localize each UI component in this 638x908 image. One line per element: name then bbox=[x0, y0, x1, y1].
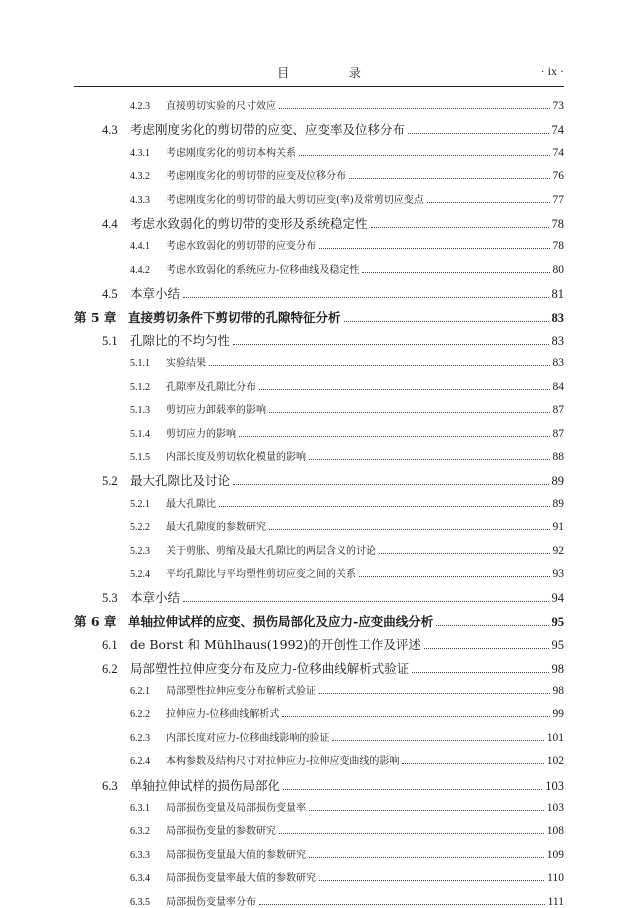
toc-entry-number: 5.1.4 bbox=[130, 428, 150, 440]
toc-entry-title: 拉伸应力-位移曲线解析式 bbox=[166, 709, 280, 721]
toc-entry-page: 74 bbox=[552, 146, 564, 159]
toc-entry-number: 4.3.3 bbox=[130, 194, 150, 206]
toc-entry-number: 4.4.2 bbox=[130, 264, 150, 276]
toc-entry-number: 6.3 bbox=[102, 778, 118, 793]
toc-entry-page: 78 bbox=[551, 217, 564, 231]
dot-leader bbox=[219, 505, 550, 507]
toc-entry-number: 5.2.4 bbox=[130, 569, 150, 580]
toc-entry-number: 4.3.1 bbox=[130, 147, 150, 159]
toc-entry-level-3[interactable] bbox=[130, 565, 564, 580]
toc-entry-level-3[interactable] bbox=[130, 542, 564, 557]
toc-entry-page: 80 bbox=[552, 263, 564, 276]
toc-entry-title: 剪切应力的影响 bbox=[166, 428, 236, 440]
toc-entry-level-2[interactable] bbox=[102, 635, 564, 653]
toc-entry-page: 78 bbox=[552, 240, 564, 253]
toc-entry-number: 5.1 bbox=[102, 334, 118, 348]
dot-leader bbox=[424, 647, 549, 649]
toc-entry-title: 考虑水致弱化的系统应力-位移曲线及稳定性 bbox=[166, 264, 360, 276]
dot-leader bbox=[239, 435, 550, 437]
toc-entry-number: 5.2.1 bbox=[130, 498, 150, 510]
toc-entry-title: 最大孔隙比 bbox=[166, 498, 216, 510]
dot-leader bbox=[259, 903, 545, 905]
toc-entry-title: 孔隙率及孔隙比分布 bbox=[166, 381, 256, 393]
toc-entry-title: 平均孔隙比与平均塑性剪切应变之间的关系 bbox=[166, 569, 356, 580]
toc-entry-number: 4.3 bbox=[102, 123, 118, 138]
dot-leader bbox=[379, 552, 550, 554]
dot-leader bbox=[319, 692, 550, 694]
toc-entry-page: 101 bbox=[546, 731, 564, 744]
toc-entry-level-2[interactable] bbox=[102, 588, 564, 606]
toc-entry-title: 考虑刚度劣化的剪切本构关系 bbox=[166, 147, 296, 159]
toc-entry-level-3[interactable] bbox=[130, 518, 564, 533]
toc-entry-number: 6.1 bbox=[102, 638, 118, 653]
dot-leader bbox=[344, 320, 549, 322]
toc-entry-number: 4.3.2 bbox=[130, 171, 150, 183]
toc-entry-level-2[interactable] bbox=[102, 776, 564, 794]
dot-leader bbox=[408, 132, 548, 134]
toc-entry-page: 103 bbox=[545, 778, 564, 793]
toc-entry-level-3[interactable] bbox=[130, 846, 564, 861]
toc-entry-title: 单轴拉伸试样的损伤局部化 bbox=[130, 777, 281, 793]
toc-entry-page: 92 bbox=[552, 544, 564, 557]
dot-leader bbox=[402, 762, 543, 764]
toc-entry-title: 内部长度对应力-位移曲线影响的验证 bbox=[166, 732, 330, 744]
toc-entry-level-2[interactable] bbox=[102, 471, 564, 489]
toc-entry-page: 98 bbox=[552, 685, 564, 697]
toc-entry-level-2[interactable] bbox=[102, 120, 564, 138]
toc-entry-level-3[interactable] bbox=[130, 167, 564, 182]
toc-entry-level-3[interactable] bbox=[130, 401, 564, 416]
toc-entry-title: 局部损伤变量最大值的参数研究 bbox=[166, 849, 306, 861]
toc-entry-title: 局部损伤变量率最大值的参数研究 bbox=[166, 873, 316, 885]
toc-entry-title: 考虑刚度劣化的剪切带的应变及位移分布 bbox=[166, 171, 346, 183]
toc-entry-title: 局部塑性拉伸应变分布解析式验证 bbox=[166, 686, 316, 697]
toc-entry-title: 最大孔隙比及讨论 bbox=[130, 473, 231, 489]
toc-entry-level-3[interactable] bbox=[130, 354, 564, 369]
toc-entry-level-3[interactable] bbox=[130, 97, 564, 112]
toc-entry-number: 5.2 bbox=[102, 474, 118, 489]
toc-entry-level-3[interactable] bbox=[130, 752, 564, 767]
toc-entry-page: 76 bbox=[552, 170, 564, 183]
toc-entry-page: 111 bbox=[547, 895, 564, 908]
toc-entry-level-2[interactable] bbox=[102, 214, 564, 232]
toc-entry-page: 95 bbox=[551, 614, 564, 629]
toc-entry-number: 4.2.3 bbox=[130, 101, 150, 112]
toc-entry-number: 5.2.2 bbox=[130, 522, 150, 534]
toc-entry-title: 考虑水致弱化的剪切带的应变分布 bbox=[166, 241, 316, 253]
dot-leader bbox=[371, 226, 549, 228]
toc-entry-title: 局部塑性拉伸应变分布及应力-位移曲线解析式验证 bbox=[130, 660, 410, 676]
toc-entry-title: 直接剪切实验的尺寸效应 bbox=[166, 101, 276, 112]
dot-leader bbox=[319, 247, 550, 249]
dot-leader bbox=[309, 458, 550, 460]
running-title: 目 录 bbox=[277, 66, 389, 80]
toc-entry-number: 第 6 章 bbox=[74, 613, 117, 629]
toc-entry-page: 74 bbox=[551, 123, 564, 138]
toc-entry-level-3[interactable] bbox=[130, 378, 564, 393]
dot-leader bbox=[269, 528, 550, 530]
toc-entry-number: 5.3 bbox=[102, 591, 118, 606]
toc-entry-page: 77 bbox=[552, 193, 564, 206]
toc-entry-level-3[interactable] bbox=[130, 729, 564, 744]
toc-entry-number: 6.2 bbox=[102, 661, 118, 676]
dot-leader bbox=[283, 788, 542, 790]
toc-entry-level-2[interactable] bbox=[102, 284, 564, 302]
toc-entry-number: 5.2.3 bbox=[130, 545, 150, 557]
toc-entry-number: 5.1.3 bbox=[130, 405, 150, 417]
toc-entry-title: 直接剪切条件下剪切带的孔隙特征分析 bbox=[128, 309, 341, 325]
dot-leader bbox=[183, 296, 548, 298]
toc-entry-title: 局部损伤变量的参数研究 bbox=[166, 826, 276, 838]
toc-entry-number: 6.3.2 bbox=[130, 826, 150, 838]
toc-entry-page: 93 bbox=[552, 568, 564, 580]
toc-entry-level-3[interactable] bbox=[130, 448, 564, 463]
toc-entry-level-2[interactable] bbox=[102, 659, 564, 677]
toc-entry-title: 关于剪胀、剪缩及最大孔隙比的两层含义的讨论 bbox=[166, 545, 376, 557]
dot-leader bbox=[412, 671, 548, 673]
toc-entry-number: 5.1.2 bbox=[130, 381, 150, 393]
toc-entry-page: 94 bbox=[551, 591, 564, 606]
page-number: · ix · bbox=[540, 64, 564, 78]
dot-leader bbox=[282, 715, 549, 717]
dot-leader bbox=[319, 879, 544, 881]
toc-entry-number: 6.2.2 bbox=[130, 709, 150, 721]
toc-entry-number: 6.3.1 bbox=[130, 803, 150, 814]
toc-entry-page: 103 bbox=[546, 802, 564, 814]
dot-leader bbox=[183, 600, 548, 602]
toc-entry-level-3[interactable] bbox=[130, 495, 564, 510]
dot-leader bbox=[309, 809, 544, 811]
dot-leader bbox=[279, 832, 544, 834]
toc-entry-level-3[interactable] bbox=[130, 144, 564, 159]
dot-leader bbox=[427, 201, 550, 203]
toc-entry-page: 87 bbox=[552, 427, 564, 440]
toc-entry-title: 局部损伤变量率分布 bbox=[166, 896, 256, 908]
toc-entry-number: 4.5 bbox=[102, 287, 118, 302]
toc-entry-level-3[interactable] bbox=[130, 682, 564, 697]
toc-entry-title: 剪切应力卸载率的影响 bbox=[166, 405, 266, 417]
toc-entry-title: 局部损伤变量及局部损伤变量率 bbox=[166, 803, 306, 814]
toc-entry-page: 73 bbox=[552, 100, 564, 112]
page-header bbox=[74, 58, 564, 87]
toc-entry-page: 91 bbox=[552, 521, 564, 534]
toc-entry-title: 最大孔隙度的参数研究 bbox=[166, 522, 266, 534]
toc-entry-level-1[interactable] bbox=[74, 612, 564, 630]
toc-entry-title: 单轴拉伸试样的应变、损伤局部化及应力-应变曲线分析 bbox=[128, 613, 434, 629]
toc-entry-title: 本章小结 bbox=[130, 590, 181, 606]
toc-entry-number: 6.3.3 bbox=[130, 849, 150, 861]
toc-entry-page: 83 bbox=[552, 357, 564, 370]
toc-entry-page: 98 bbox=[551, 661, 564, 676]
dot-leader bbox=[209, 364, 550, 366]
toc-entry-page: 108 bbox=[546, 825, 564, 838]
toc-entry-number: 5.1.5 bbox=[130, 452, 150, 463]
dot-leader bbox=[436, 624, 548, 626]
dot-leader bbox=[309, 856, 544, 858]
toc-entry-page: 83 bbox=[551, 310, 564, 325]
toc-entry-number: 4.4 bbox=[102, 217, 118, 231]
dot-leader bbox=[269, 411, 550, 413]
toc-entry-title: 孔隙比的不均匀性 bbox=[130, 333, 231, 348]
toc-entry-level-3[interactable] bbox=[130, 799, 564, 814]
toc-entry-title: de Borst 和 Mühlhaus(1992)的开创性工作及评述 bbox=[130, 637, 421, 653]
toc-entry-page: 109 bbox=[546, 848, 564, 861]
toc-entry-number: 6.3.4 bbox=[130, 873, 150, 885]
toc-entry-number: 5.1.1 bbox=[130, 358, 150, 370]
toc-entry-level-2[interactable] bbox=[102, 331, 564, 349]
dot-leader bbox=[332, 739, 543, 741]
toc-entry-page: 87 bbox=[552, 404, 564, 417]
toc-entry-title: 本章小结 bbox=[130, 286, 181, 302]
dot-leader bbox=[349, 177, 550, 179]
toc-entry-title: 本构参数及结构尺寸对拉伸应力-拉伸应变曲线的影响 bbox=[166, 756, 400, 768]
toc-entry-level-3[interactable] bbox=[130, 237, 564, 252]
toc-entry-number: 4.4.1 bbox=[130, 241, 150, 253]
toc-entry-page: 81 bbox=[551, 287, 564, 302]
dot-leader bbox=[233, 483, 548, 485]
toc-entry-page: 89 bbox=[551, 474, 564, 489]
toc-entry-level-1[interactable] bbox=[74, 308, 564, 326]
toc-entry-number: 6.2.3 bbox=[130, 732, 150, 744]
toc-entry-level-3[interactable] bbox=[130, 893, 564, 908]
toc-entry-number: 6.2.1 bbox=[130, 686, 150, 697]
toc-entry-page: 88 bbox=[552, 451, 564, 463]
toc-entry-title: 内部长度及剪切软化模量的影响 bbox=[166, 452, 306, 463]
dot-leader bbox=[359, 575, 550, 577]
dot-leader bbox=[259, 388, 550, 390]
toc-entry-number: 6.3.5 bbox=[130, 896, 150, 908]
toc-entry-level-3[interactable] bbox=[130, 191, 564, 206]
toc-entry-page: 83 bbox=[551, 334, 564, 348]
dot-leader bbox=[362, 271, 549, 273]
toc-entry-level-3[interactable] bbox=[130, 869, 564, 884]
toc-entry-page: 89 bbox=[552, 497, 564, 510]
toc-entry-number: 6.2.4 bbox=[130, 756, 150, 768]
toc-entry-level-3[interactable] bbox=[130, 822, 564, 837]
dot-leader bbox=[299, 154, 550, 156]
toc-entry-page: 84 bbox=[552, 380, 564, 393]
toc-entry-title: 考虑刚度劣化的剪切带的应变、应变率及位移分布 bbox=[130, 122, 406, 138]
toc-entry-page: 99 bbox=[552, 708, 564, 721]
toc-entry-level-3[interactable] bbox=[130, 425, 564, 440]
toc-entry-page: 95 bbox=[551, 638, 564, 653]
toc-entry-title: 考虑刚度劣化的剪切带的最大剪切应变(率)及常剪切应变点 bbox=[166, 194, 424, 206]
dot-leader bbox=[279, 107, 550, 109]
toc-entry-number: 第 5 章 bbox=[74, 309, 117, 325]
toc-entry-level-3[interactable] bbox=[130, 261, 564, 276]
toc-entry-title: 实验结果 bbox=[166, 358, 206, 370]
toc-entry-page: 102 bbox=[546, 755, 564, 768]
toc-entry-title: 考虑水致弱化的剪切带的变形及系统稳定性 bbox=[130, 216, 368, 231]
toc-entry-page: 110 bbox=[547, 872, 564, 885]
toc-entry-level-3[interactable] bbox=[130, 705, 564, 720]
dot-leader bbox=[233, 343, 548, 345]
